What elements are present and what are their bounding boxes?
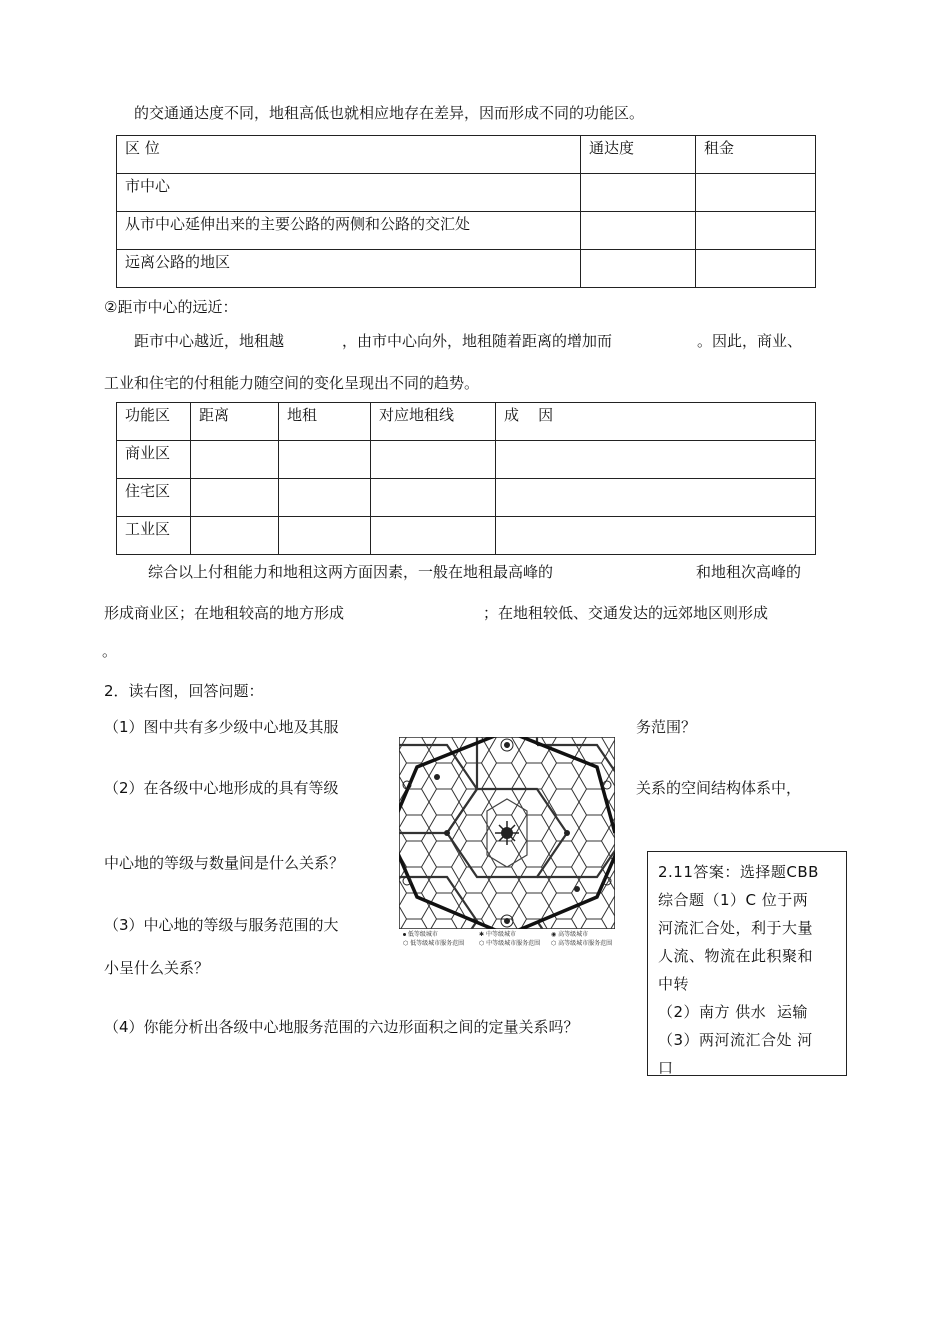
answer-line: （2）南方 供水 运输 [658,1003,808,1021]
high-level-city-icon: ◉ [551,931,557,938]
low-level-city-icon [403,933,406,936]
table-cell-blank [191,479,279,517]
low-range-hexagon-icon: ⬡ [403,940,409,947]
table-cell-blank [279,479,371,517]
legend-mid-range: 中等级城市服务范围 [486,940,541,947]
table-cell-blank [191,441,279,479]
table-header: 通达度 [581,136,696,174]
question2-q3-b: 小呈什么关系？ [104,959,210,977]
table-cell: 住宅区 [117,479,191,517]
hexagon-network-diagram [399,737,615,929]
table-cell: 远离公路的地区 [117,250,581,288]
answer-box [647,851,847,1076]
question2-title: 2．读右图，回答问题： [104,682,264,700]
summary-line3: 。 [102,642,118,660]
answer-line: 综合题（1）C 位于两 [658,891,809,909]
intro-line: 的交通通达度不同，地租高低也就相应地存在差异，因而形成不同的功能区。 [134,104,645,122]
table-cell: 工业区 [117,517,191,555]
answer-line: 河流汇合处，利于大量 [658,919,814,937]
table-cell-blank [279,441,371,479]
table-cell-blank [371,479,496,517]
question2-q3-a: （3）中心地的等级与服务范围的大 [104,916,339,934]
central-place-figure [399,737,615,963]
figure-legend [399,931,615,963]
table-cell: 市中心 [117,174,581,212]
question2-q2-a: （2）在各级中心地形成的具有等级 [104,779,339,797]
table-cell-blank [581,212,696,250]
answer-line: 2.11答案：选择题CBB [658,863,819,881]
table-cell-blank [371,441,496,479]
table-header: 租金 [696,136,816,174]
table-cell-blank [496,441,816,479]
table-cell-blank [696,174,816,212]
answer-line: 中转 [658,975,690,993]
question2-q1-b: 务范围？ [636,718,697,736]
table-header: 距离 [191,403,279,441]
section2-line1-a: 距市中心越近，地租越 [134,332,285,350]
table-cell-blank [696,250,816,288]
table-cell-blank [581,250,696,288]
question2-q2-b: 关系的空间结构体系中， [636,779,802,797]
table-row [117,403,816,441]
table-header: 对应地租线 [371,403,496,441]
table-row [117,174,816,212]
table-cell: 从市中心延伸出来的主要公路的两侧和公路的交汇处 [117,212,581,250]
table-cell-blank [371,517,496,555]
legend-high-city: 高等级城市 [558,931,589,938]
answer-line: 人流、物流在此积聚和 [658,947,814,965]
summary-line2-b: ；在地租较低、交通发达的远郊地区则形成 [483,604,769,622]
question2-q2-c: 中心地的等级与数量间是什么关系？ [104,854,345,872]
table-row [117,517,816,555]
answer-line: 口 [658,1059,674,1077]
table-cell-blank [279,517,371,555]
legend-high-range: 高等级城市服务范围 [558,940,613,947]
summary-line2-a: 形成商业区；在地租较高的地方形成 [104,604,345,622]
table-row [117,212,816,250]
table-cell-blank [581,174,696,212]
high-range-hexagon-icon: ⬡ [551,940,557,947]
table-cell-blank [496,479,816,517]
table-header: 区 位 [117,136,581,174]
location-table [116,135,816,288]
question2-q4: （4）你能分析出各级中心地服务范围的六边形面积之间的定量关系吗？ [104,1018,579,1036]
table-cell-blank [191,517,279,555]
function-zone-table [116,402,816,555]
table-row [117,136,816,174]
summary-line1-a: 综合以上付租能力和地租这两方面因素，一般在地租最高峰的 [148,563,554,581]
legend-low-city: 低等级城市 [407,931,438,938]
table-row [117,441,816,479]
mid-level-city-icon: ✱ [479,931,485,938]
table-header: 功能区 [117,403,191,441]
mid-range-hexagon-icon: ⬡ [479,940,485,947]
summary-line1-b: 和地租次高峰的 [696,563,802,581]
section2-line1-b: ，由市中心向外，地租随着距离的增加而 [342,332,613,350]
section2-title: ②距市中心的远近： [104,298,238,316]
question2-q1-a: （1）图中共有多少级中心地及其服 [104,718,339,736]
table-header: 成 因 [496,403,816,441]
table-cell-blank [696,212,816,250]
table-cell: 商业区 [117,441,191,479]
table-cell-blank [496,517,816,555]
legend-low-range: 低等级城市服务范围 [410,940,465,947]
table-header: 地租 [279,403,371,441]
section2-line2: 工业和住宅的付租能力随空间的变化呈现出不同的趋势。 [104,374,480,392]
section2-line1-c: 。因此，商业、 [697,332,803,350]
table-row [117,479,816,517]
answer-line: （3）两河流汇合处 河 [658,1031,813,1049]
table-row [117,250,816,288]
legend-mid-city: 中等级城市 [485,931,516,938]
